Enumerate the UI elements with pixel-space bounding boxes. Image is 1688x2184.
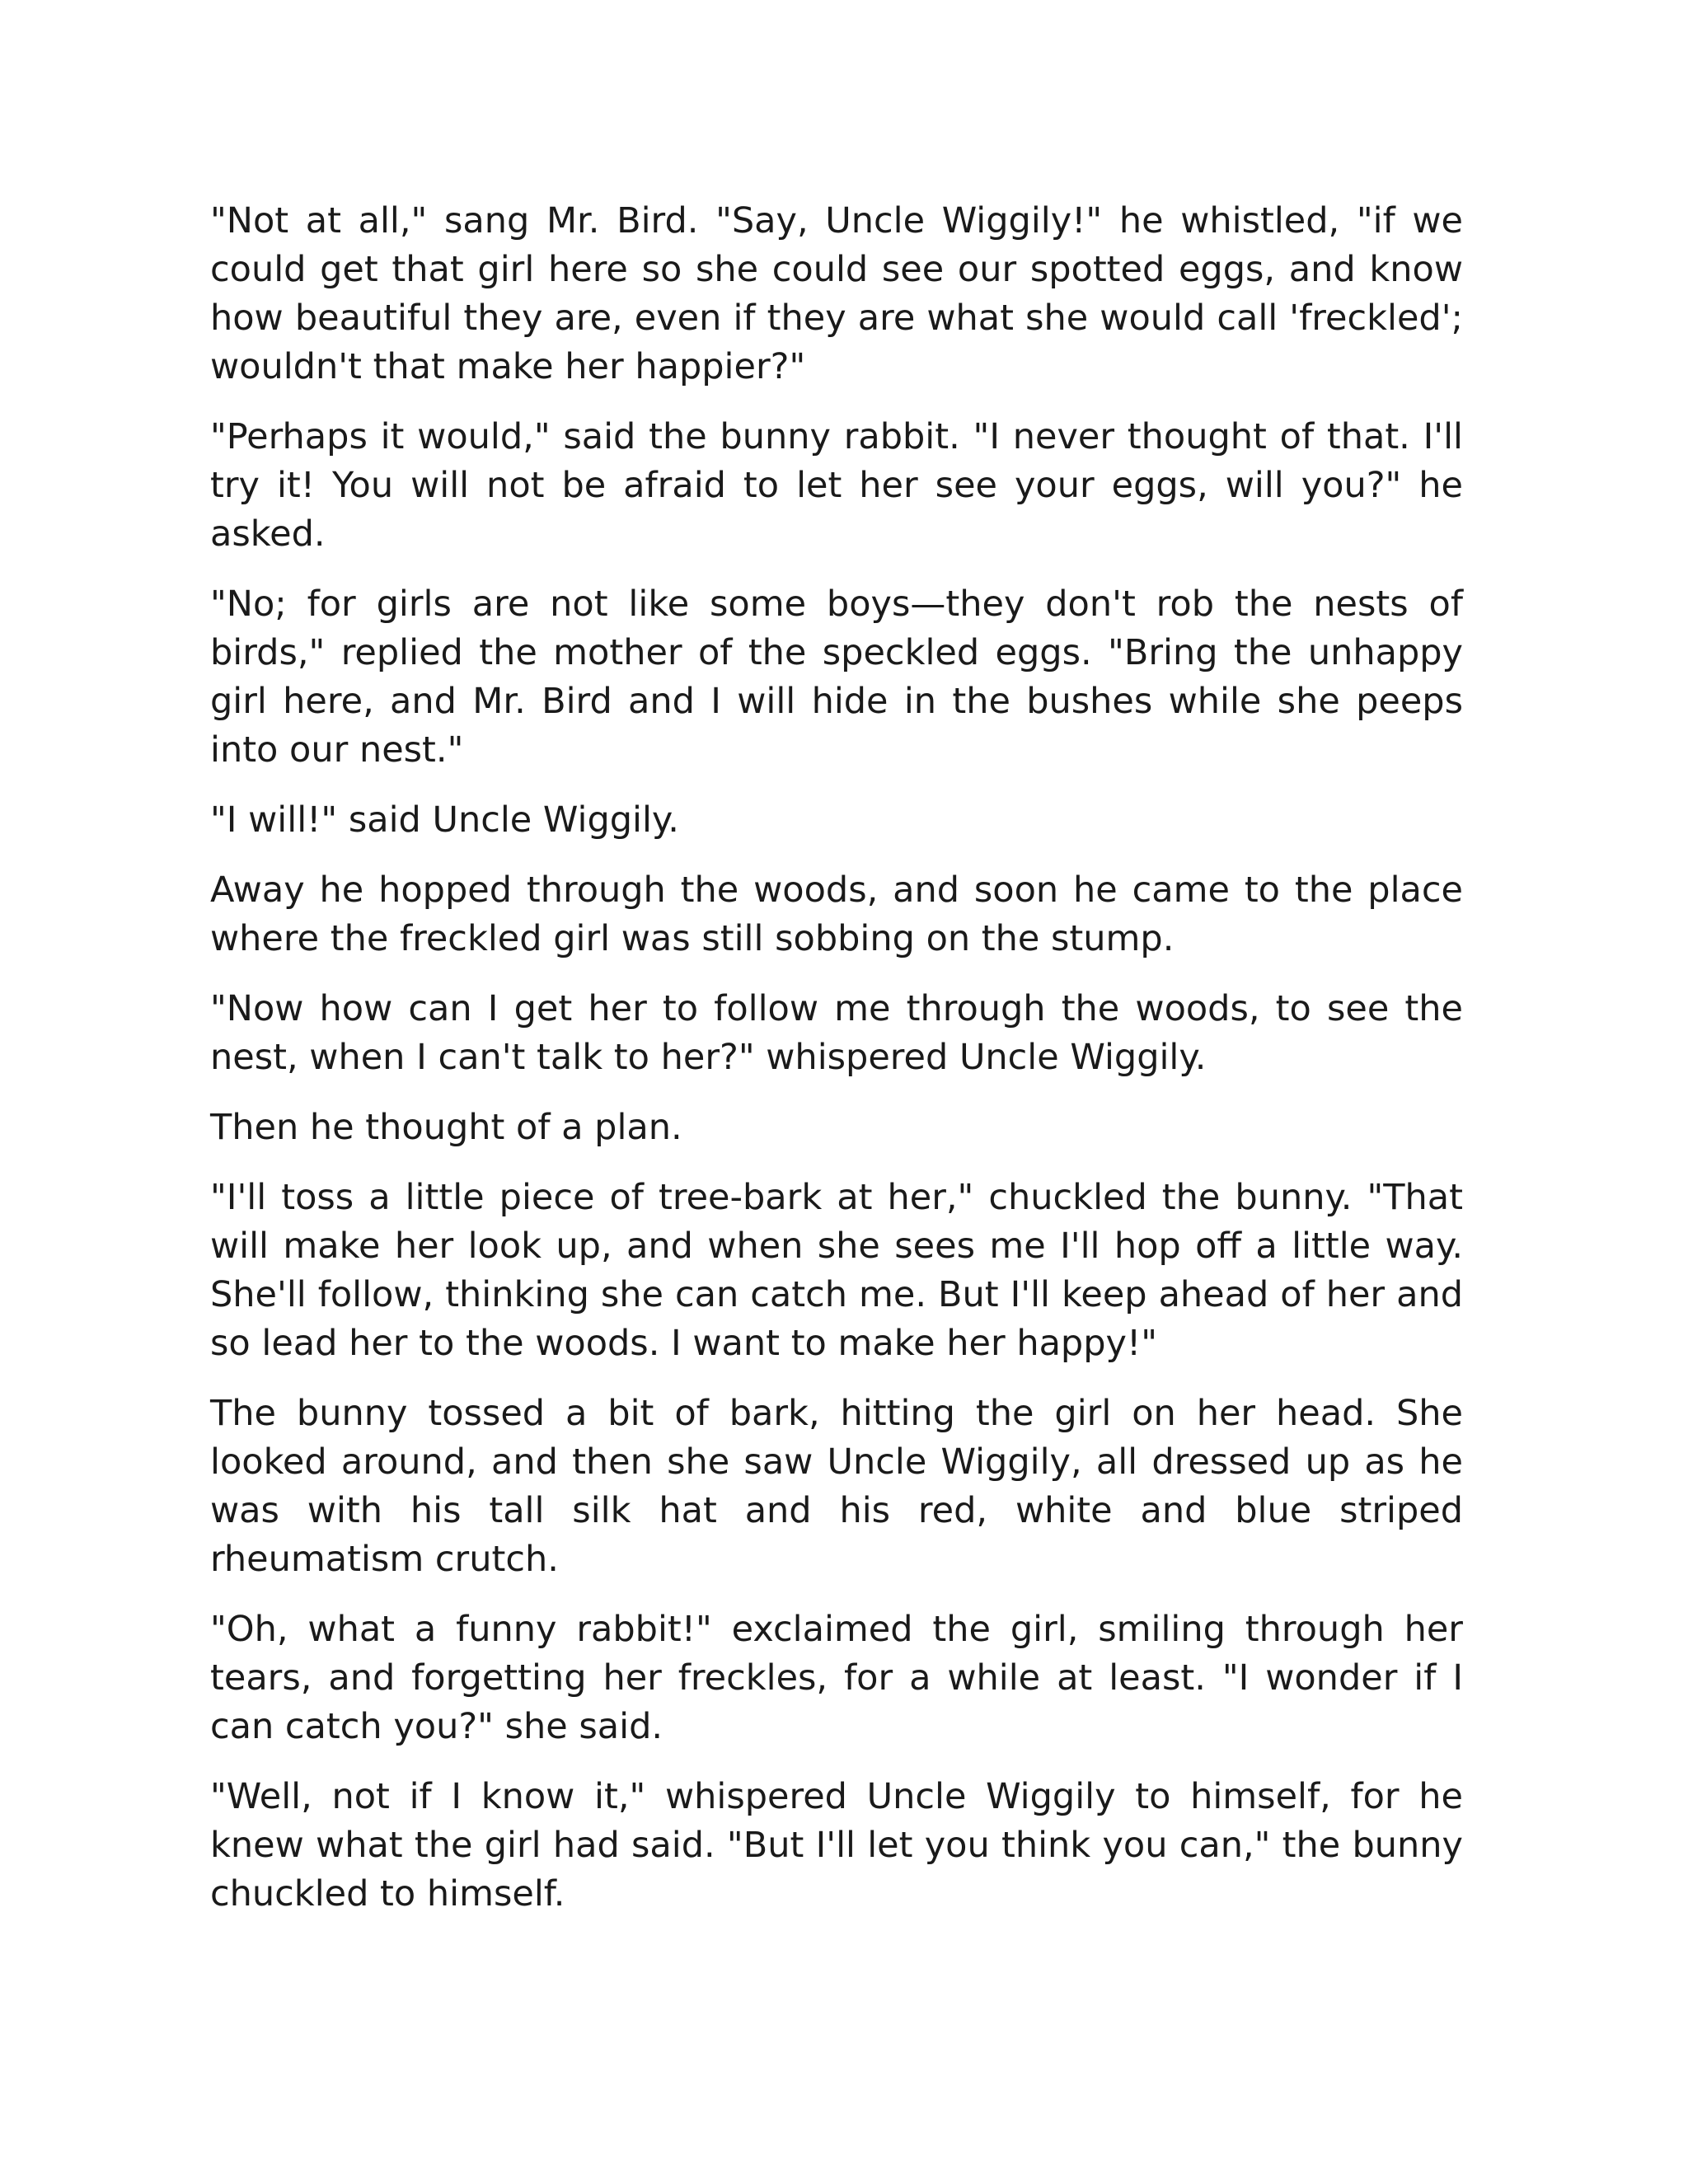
paragraph-4: "I will!" said Uncle Wiggily.	[210, 799, 679, 841]
paragraph-2: "Perhaps it would," said the bunny rabbit. "I never thought of that. I'll try it! You will not be afraid to let her see your eggs, will you?" he asked.	[210, 416, 1463, 555]
paragraph-3: "No; for girls are not like some boys—they don't rob the nests of birds," replied the mother of the speckled eggs. "Bring the unhappy girl here, and Mr. Bird and I will hide in the bushes while she peeps into our nest."	[210, 583, 1463, 771]
paragraph-10: "Oh, what a funny rabbit!" exclaimed the girl, smiling through her tears, and forgetting her freckles, for a while at least. "I wonder if I can catch you?" she said.	[210, 1609, 1463, 1747]
paragraph-1: "Not at all," sang Mr. Bird. "Say, Uncle Wiggily!" he whistled, "if we could get that girl here so she could see our spotted eggs, and know how beautiful they are, even if they are what she would call 'freckled'; wouldn't that make her happier?"	[210, 200, 1463, 387]
paragraph-5: Away he hopped through the woods, and soon he came to the place where the freckled girl was still sobbing on the stump.	[210, 869, 1463, 959]
paragraph-11: "Well, not if I know it," whispered Uncle Wiggily to himself, for he knew what the girl had said. "But I'll let you think you can," the bunny chuckled to himself.	[210, 1776, 1463, 1915]
page-text	[210, 197, 1463, 1940]
paragraph-6: "Now how can I get her to follow me through the woods, to see the nest, when I can't talk to her?" whispered Uncle Wiggily.	[210, 988, 1463, 1078]
paragraph-7: Then he thought of a plan.	[210, 1107, 682, 1148]
paragraph-9: The bunny tossed a bit of bark, hitting the girl on her head. She looked around, and then she saw Uncle Wiggily, all dressed up as he was with his tall silk hat and his red, white and blue striped rheumatism crutch.	[210, 1393, 1463, 1580]
paragraph-8: "I'll toss a little piece of tree-bark at her," chuckled the bunny. "That will make her look up, and when she sees me I'll hop off a little way. She'll follow, thinking she can catch me. But I'll keep ahead of her and so lead her to the woods. I want to make her happy!"	[210, 1177, 1463, 1364]
